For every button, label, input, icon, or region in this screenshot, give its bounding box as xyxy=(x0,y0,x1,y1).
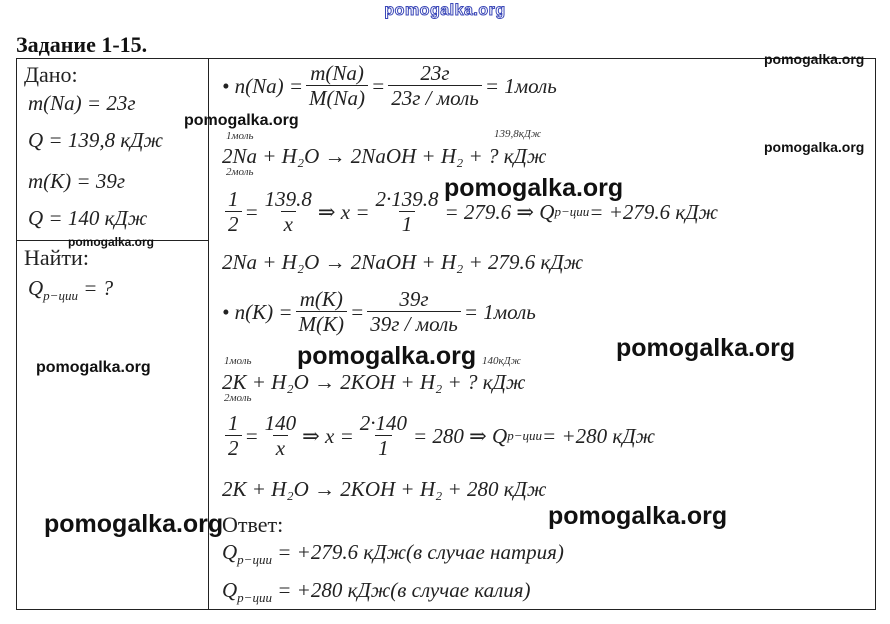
na-eq-note: 1моль xyxy=(226,130,254,142)
answer-sodium: $Q_{р-ции} = +279.6$ кДж(в случае натрия) xyxy=(222,540,564,568)
watermark: pomogalka.org xyxy=(764,139,865,155)
watermark: pomogalka.org xyxy=(297,342,477,370)
task-title: Задание 1-15. xyxy=(16,32,148,57)
given-label: Дано: xyxy=(24,62,78,87)
watermark: pomogalka.org xyxy=(764,51,865,67)
na-final-equation: 2Na + H₂O → 2NaOH + H₂ + 279.6 кДж xyxy=(222,250,584,274)
na-proportion: $\frac{1}{2}$ = $\frac{139.8}{x}$ ⇒ x = $\frac{2\cdot 139.8}{1}$ = 279.6 ⇒ Q р−ции = +279.6 кДж xyxy=(222,188,718,236)
table-left-border xyxy=(16,58,17,610)
answer-label: Ответ: xyxy=(222,512,284,537)
watermark: pomogalka.org xyxy=(44,510,224,538)
k-eq-note: 1моль xyxy=(224,355,252,367)
na-equation: 2Na + H₂O → 2NaOH + H₂ + ? кДж xyxy=(222,144,547,168)
given-item: Q = 139,8 кДж xyxy=(28,128,164,152)
find-label: Найти: xyxy=(24,245,89,270)
k-moles-formula: • n(K) = $\frac{m(K)}{M(K)}$ = $\frac{39г}{\text{39г / моль}}$ = 1моль xyxy=(222,287,536,337)
watermark: pomogalka.org xyxy=(444,174,624,202)
na-eq-note: 139,8кДж xyxy=(494,128,542,140)
table-right-border xyxy=(875,58,876,610)
watermark: pomogalka.org xyxy=(36,359,151,376)
watermark: pomogalka.org xyxy=(184,112,299,129)
k-eq-note: 2моль xyxy=(224,392,252,404)
table-top-border xyxy=(16,58,876,59)
given-item: Q = 140 кДж xyxy=(28,206,148,230)
watermark: pomogalka.org xyxy=(68,235,155,249)
k-eq-note: 140кДж xyxy=(482,355,521,367)
given-item: m(Na) = 23г xyxy=(28,91,136,115)
k-proportion: $\frac{1}{2}$ = $\frac{140}{x}$ ⇒ x = $\frac{2\cdot 140}{1}$ = 280 ⇒ Q р−ции = +280 кДж xyxy=(222,412,655,460)
given-item: m(K) = 39г xyxy=(28,169,126,193)
k-equation: 2K + H₂O → 2KOH + H₂ + ? кДж xyxy=(222,370,526,394)
site-watermark: pomogalka.org xyxy=(384,2,506,19)
na-moles-formula: • n(Na) = $\frac{m(Na)}{M(Na)}$ = $\frac{23г}{\text{23г / моль}}$ = 1моль xyxy=(222,61,557,111)
k-final-equation: 2K + H₂O → 2KOH + H₂ + 280 кДж xyxy=(222,477,547,501)
watermark: pomogalka.org xyxy=(616,334,796,362)
na-eq-note: 2моль xyxy=(226,166,254,178)
table-bottom-border xyxy=(16,609,876,610)
find-item: $Q_{р-ции}$ = ? xyxy=(28,276,114,304)
watermark: pomogalka.org xyxy=(548,502,728,530)
answer-potassium: $Q_{р-ции} = +280$ кДж(в случае калия) xyxy=(222,578,531,606)
